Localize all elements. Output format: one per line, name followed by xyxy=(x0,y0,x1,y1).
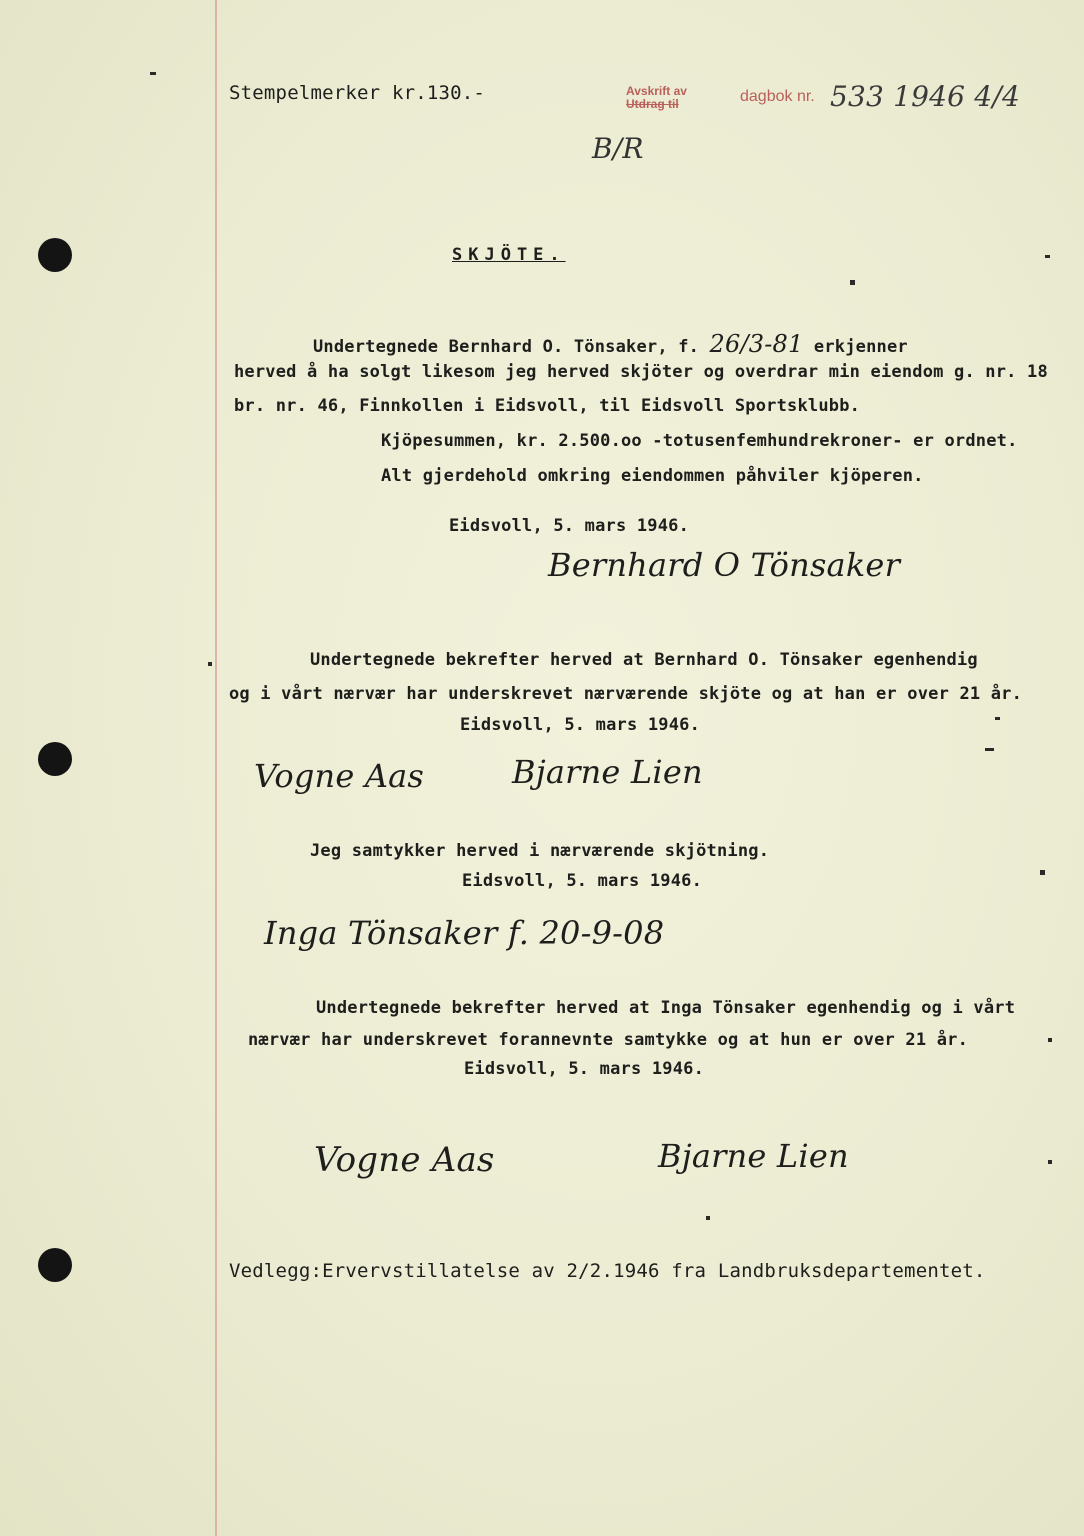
witness1-signature-2: Bjarne Lien xyxy=(512,753,703,791)
witness2-line2: nærvær har underskrevet forannevnte samtykke og at hun er over 21 år. xyxy=(248,1030,969,1050)
attachment-line: Vedlegg:Ervervstillatelse av 2/2.1946 fra Landbruksdepartementet. xyxy=(229,1260,986,1282)
date-1: Eidsvoll, 5. mars 1946. xyxy=(449,516,690,536)
stamp-dagbok-label: dagbok nr. xyxy=(740,88,815,105)
consent-line: Jeg samtykker herved i nærværende skjötning. xyxy=(310,841,770,861)
stamp-duty-line: Stempelmerker kr.130.- xyxy=(229,82,486,104)
paragraph1-line1-post: erkjenner xyxy=(813,337,908,357)
margin-line xyxy=(215,0,217,1536)
paragraph1-line2: herved å ha solgt likesom jeg herved skjöter og overdrar min eiendom g. nr. 18 xyxy=(234,362,1048,382)
paragraph1-line4: Kjöpesummen, kr. 2.500.oo -totusenfemhundrekroner- er ordnet. xyxy=(381,431,1018,451)
birthdate-handwritten: 26/3-81 xyxy=(709,330,804,358)
registry-stamp xyxy=(626,85,687,111)
consent-signature: Inga Tönsaker f. 20-9-08 xyxy=(264,914,665,952)
paragraph1-line1-pre: Undertegnede Bernhard O. Tönsaker, f. xyxy=(313,337,700,357)
witness1-line1: Undertegnede bekrefter herved at Bernhard O. Tönsaker egenhendig xyxy=(310,650,978,670)
stamp-line-1: Avskrift av xyxy=(626,84,687,98)
witness1-signature-1: Vogne Aas xyxy=(254,757,425,795)
consent-date: Eidsvoll, 5. mars 1946. xyxy=(462,871,703,891)
witness1-line2: og i vårt nærvær har underskrevet nærværende skjöte og at han er over 21 år. xyxy=(229,684,1023,704)
punch-hole-bottom xyxy=(38,1248,72,1282)
punch-hole-top xyxy=(38,238,72,272)
paragraph1-line1 xyxy=(313,330,908,358)
register-number-handwritten: 533 1946 4/4 xyxy=(830,80,1020,113)
witness1-date: Eidsvoll, 5. mars 1946. xyxy=(460,715,701,735)
stamp-line-2: Utdrag til xyxy=(626,97,679,111)
document-title: SKJÖTE. xyxy=(452,245,566,265)
initials-handwritten: B/R xyxy=(592,132,644,165)
punch-hole-middle xyxy=(38,742,72,776)
seller-signature: Bernhard O Tönsaker xyxy=(548,546,901,584)
paragraph1-line3: br. nr. 46, Finnkollen i Eidsvoll, til Eidsvoll Sportsklubb. xyxy=(234,396,861,416)
witness2-signature-2: Bjarne Lien xyxy=(658,1137,849,1175)
witness2-line1: Undertegnede bekrefter herved at Inga Tönsaker egenhendig og i vårt xyxy=(316,998,1016,1018)
paragraph1-line5: Alt gjerdehold omkring eiendommen påhviler kjöperen. xyxy=(381,466,924,486)
witness2-date: Eidsvoll, 5. mars 1946. xyxy=(464,1059,705,1079)
witness2-signature-1: Vogne Aas xyxy=(314,1140,495,1180)
